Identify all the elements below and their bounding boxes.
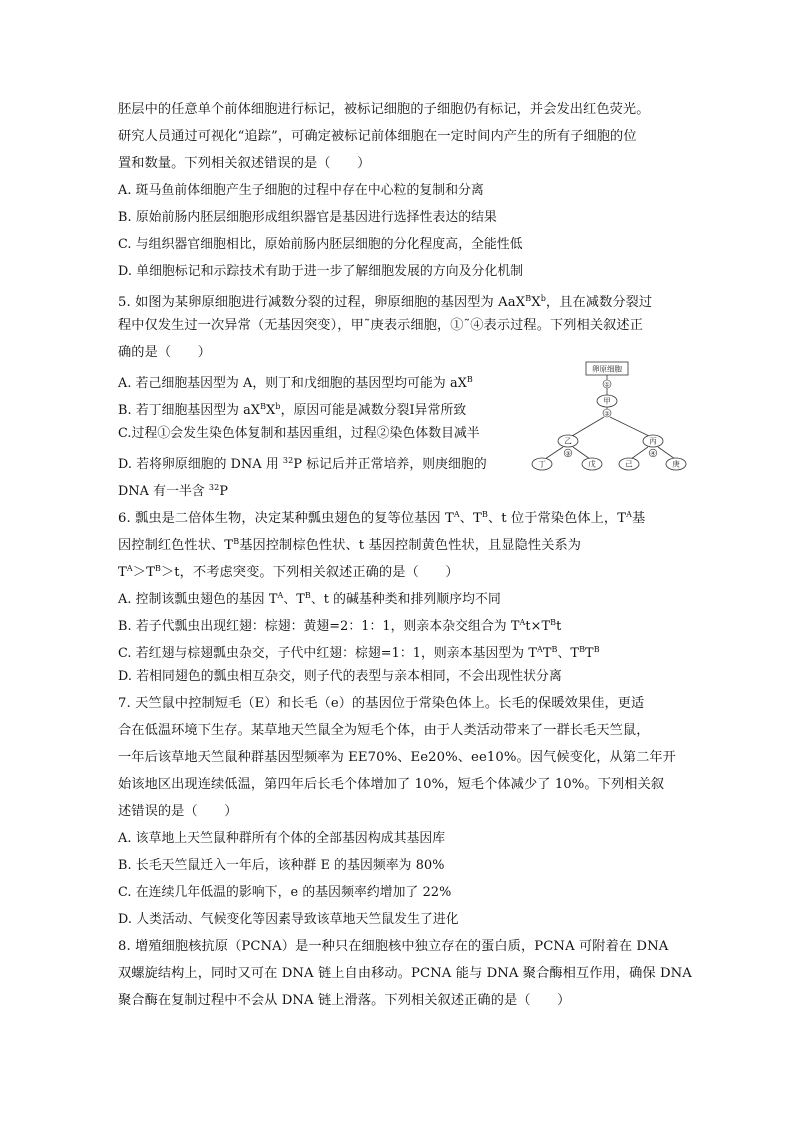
branch-to-yi [572,417,604,436]
q5-option-d-text: DNA 有一半含 [118,484,209,499]
q5-option-b-text: B. 若丁细胞基因型为 aX [118,403,261,418]
q6-option-a [118,583,678,613]
q4-stem-line-3: 置和数量。下列相关叙述错误的是（ ） [118,156,371,171]
q7-stem-line-4: 始该地区出现连续低温，第四年后长毛个体增加了 10%，短毛个体减少了 10%。下列相关叙 [118,777,665,792]
q7-stem-line-3: 一年后该草地天竺鼠种群基因型频率为 EE70%、Ee20%、ee10%。因气候变化，从第二年开 [118,750,676,765]
q5-stem-text: X [531,295,541,310]
q6-text: t [556,619,562,634]
q7-stem-line-2: 合在低温环境下生存。某草地天竺鼠全为短毛个体，由于人类活动带来了一群长毛天竺鼠， [118,723,650,738]
q5-option-d [118,448,513,478]
q5-option-d-line-2 [118,475,513,505]
q6-sup: B [550,618,557,627]
cell-ji-label: 己 [625,459,633,469]
branch-to-ding [545,447,563,459]
q6-text: 基因控制棕色性状、t 基因控制黄色性状，且显隐性关系为 [239,538,582,553]
step-4-label: ④ [650,450,656,458]
step-1-label: ① [604,381,610,389]
q6-text: 、t 位于常染色体上，T [487,511,627,526]
q7-stem-line-1: 7. 天竺鼠中控制短毛（E）和长毛（e）的基因位于常染色体上。长毛的保暖效果佳，更适 [118,696,645,711]
q8-stem-line-3: 聚合酶在复制过程中不会从 DNA 链上滑落。下列相关叙述正确的是（ ） [118,993,571,1008]
cell-geng-label: 庚 [672,459,680,469]
q5-sup: B [525,294,532,303]
q6-text: B. 若子代瓢虫出现红翅：棕翅：黄翅=2：1：1，则亲本杂交组合为 T [118,619,520,634]
q6-text: 、T [459,511,482,526]
q6-text: 、t 的碱基种类和排列顺序均不同 [310,592,501,607]
q6-text: 、T [557,646,580,661]
q5-stem-line-3: 确的是（ ） [118,345,212,360]
q6-sup: B [579,645,586,654]
q4-option-a: A. 斑马鱼前体细胞产生子细胞的过程中存在中心粒的复制和分离 [118,183,484,198]
q7-option-c: C. 在连续几年低温的影响下，e 的基因频率约增加了 22% [118,885,452,900]
q6-sup: B [551,645,558,654]
q6-text: ＞t，不考虑突变。下列相关叙述正确的是（ ） [160,565,459,580]
meiosis-diagram-svg [528,360,690,474]
q8-stem-line-2: 双螺旋结构上，同时又可在 DNA 链上自由移动。PCNA 能与 DNA 聚合酶相互作用，确保 DNA [118,966,692,981]
q6-sup: A [626,510,633,519]
q4-option-d: D. 单细胞标记和示踪技术有助于进一步了解细胞发展的方向及分化机制 [118,264,524,279]
q7-option-d: D. 人类活动、气候变化等因素导致该草地天竺鼠发生了进化 [118,912,459,927]
q5-option-b-text: X [266,403,276,418]
q6-sup: A [277,591,284,600]
q6-sup: B [233,537,240,546]
q6-text: t×T [525,619,551,634]
q6-stem-line-1 [118,502,678,532]
q6-text: T [585,646,594,661]
branch-to-ji [631,447,648,459]
q5-option-a [118,367,513,397]
q5-option-b [118,394,513,424]
cell-jia-label: 甲 [603,396,611,406]
q5-sup: b [275,402,281,411]
q5-sup: B [466,375,473,384]
q6-stem-line-2 [118,529,678,559]
q6-text: ＞T [132,565,155,580]
q6-sup: B [154,564,161,573]
q5-option-d-text: P [219,484,229,499]
q4-option-b: B. 原始前肠内胚层细胞形成组织器官是基因进行选择性表达的结果 [118,210,497,225]
branch-to-geng [658,447,675,459]
branch-to-bing [610,417,649,436]
step-2-label: ② [604,410,610,418]
q6-sup: A [126,564,133,573]
q6-text: 6. 瓢虫是二倍体生物，决定某种瓢虫翅色的复等位基因 T [118,511,454,526]
q7-option-b: B. 长毛天竺鼠迁入一年后，该种群 E 的基因频率为 80% [118,858,445,873]
meiosis-diagram [528,360,690,474]
q6-text: 、T [283,592,305,607]
cell-ding-label: 丁 [538,459,546,469]
q6-sup: B [304,591,311,600]
q5-stem-text: ，且在减数分裂过 [545,295,653,310]
q6-sup: A [519,618,526,627]
cell-bing-label: 丙 [649,436,657,446]
branch-to-wu [573,447,590,459]
q6-text: T [542,646,552,661]
q6-stem-line-3 [118,556,678,586]
q6-text: C. 若红翅与棕翅瓢虫杂交，子代中红翅：棕翅=1：1，则亲本基因型为 T [118,646,537,661]
q4-option-c: C. 与组织器官细胞相比，原始前肠内胚层细胞的分化程度高，全能性低 [118,237,523,252]
q7-stem-line-5: 述错误的是（ ） [118,804,238,819]
q6-sup: B [481,510,488,519]
q5-sup: B [260,402,267,411]
q6-sup: B [593,645,600,654]
cell-yi-label: 乙 [564,436,572,446]
root-label: 卵原细胞 [592,364,622,374]
q5-stem-line-2: 程中仅发生过一次异常（无基因突变），甲˜庚表示细胞，①˜④表示过程。下列相关叙述正 [118,318,643,333]
q6-option-c [118,637,678,667]
q6-text: 因控制红色性状、T [118,538,234,553]
q5-sup: 32 [208,483,220,492]
q5-option-d-text: D. 若将卵原细胞的 DNA 用 [118,457,283,472]
q6-option-b [118,610,678,640]
cell-wu-label: 戊 [588,459,596,469]
q6-option-d: D. 若相同翅色的瓢虫相互杂交，则子代的表型与亲本相同，不会出现性状分离 [118,669,562,684]
q6-sup: A [453,510,460,519]
q6-text: T [118,565,127,580]
q8-stem-line-1: 8. 增殖细胞核抗原（PCNA）是一种只在细胞核中独立存在的蛋白质，PCNA 可附着在 DNA [118,939,669,954]
q4-stem-line-2: 研究人员通过可视化“追踪”，可确定被标记前体细胞在一定时间内产生的所有子细胞的位 [118,129,637,144]
q5-sup: 32 [282,456,294,465]
q6-text: A. 控制该瓢虫翅色的基因 T [118,592,278,607]
step-3-label: ③ [565,450,571,458]
q5-option-d-text: P 标记后并正常培养，则庚细胞的 [293,457,487,472]
q4-stem-line-1: 胚层中的任意单个前体细胞进行标记，被标记细胞的子细胞仍有标记，并会发出红色荧光。 [118,102,650,117]
q5-option-b-text: ，原因可能是减数分裂Ⅰ异常所致 [280,403,467,418]
q5-option-c: C.过程①会发生染色体复制和基因重组，过程②染色体数目减半 [118,426,480,441]
q5-option-a-text: A. 若己细胞基因型为 A，则丁和戊细胞的基因型均可能为 aX [118,376,467,391]
q5-stem-text: 5. 如图为某卵原细胞进行减数分裂的过程，卵原细胞的基因型为 AaX [118,295,526,310]
q6-sup: A [537,645,543,654]
q6-text: 基 [632,511,646,526]
q7-option-a: A. 该草地上天竺鼠种群所有个体的全部基因构成其基因库 [118,831,446,846]
q5-sup: b [540,294,546,303]
q5-stem-line-1 [118,286,678,316]
